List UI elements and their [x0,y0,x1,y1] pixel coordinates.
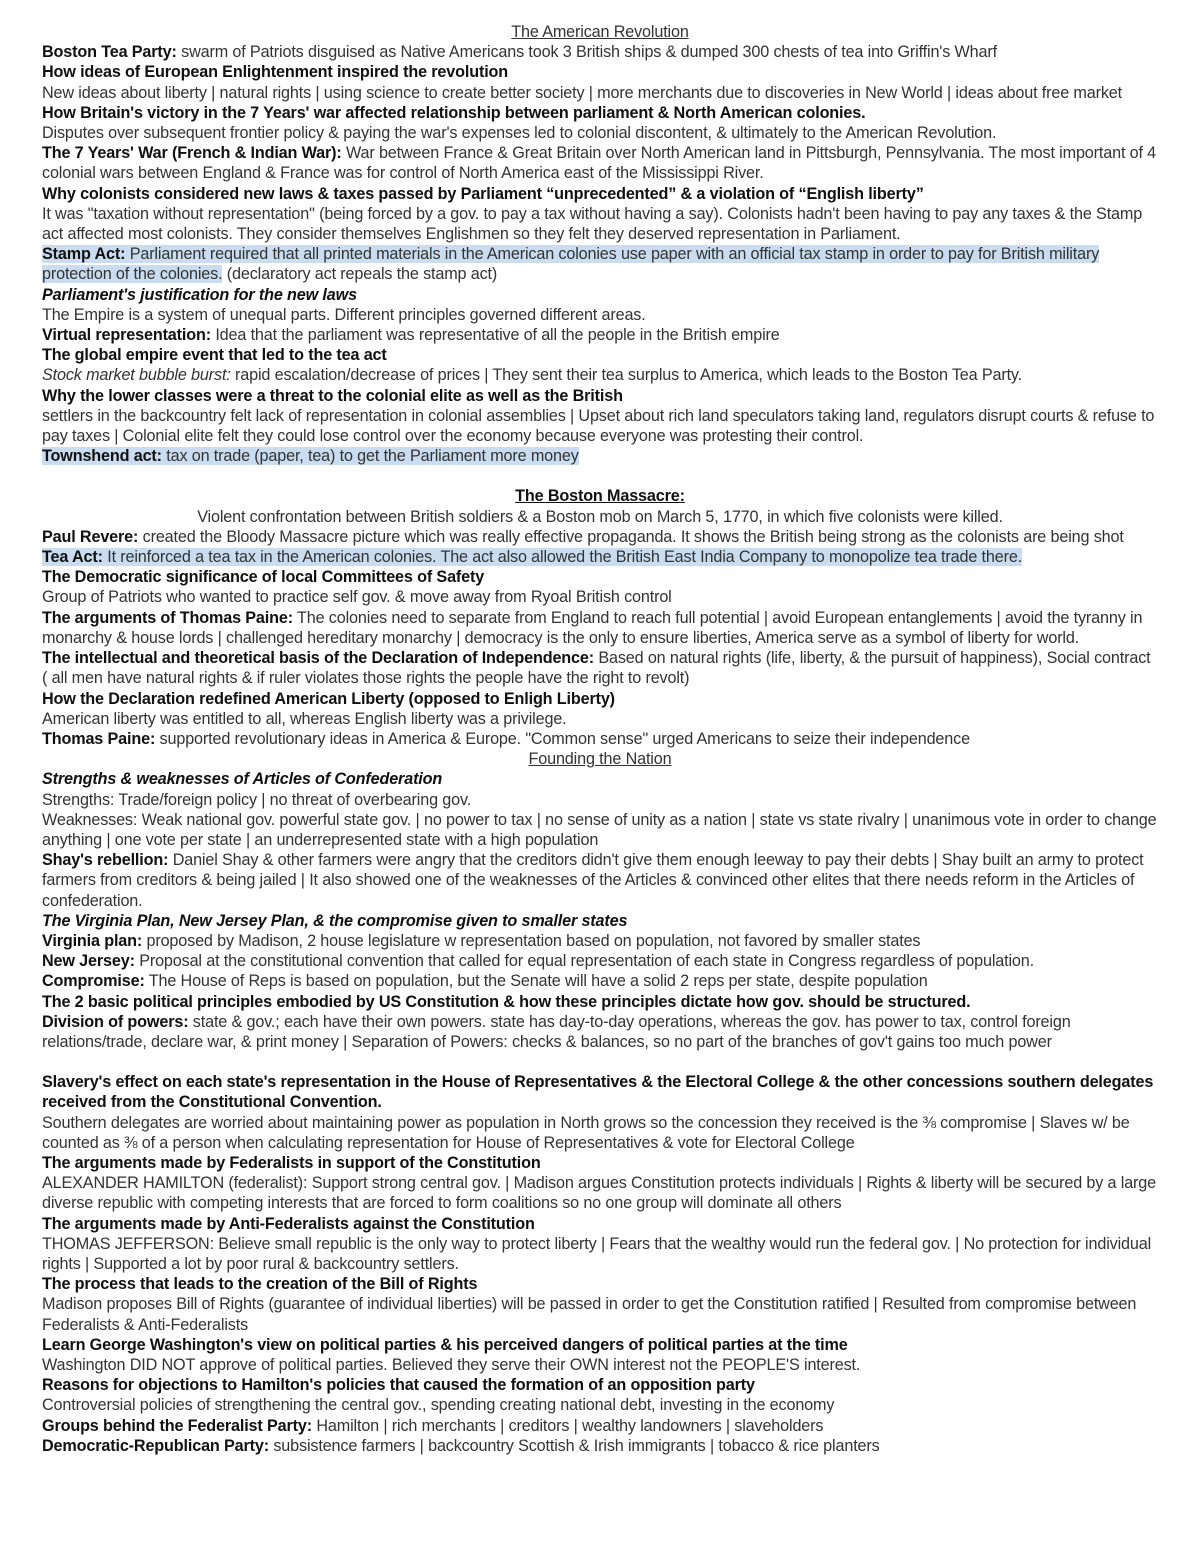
entry-boston-tea-party: Boston Tea Party: swarm of Patriots disguised as Native Americans took 3 British ships & dumped 300 chests of tea into Griffin's Wharf [42,43,997,62]
heading-washington-parties: Learn George Washington's view on political parties & his perceived dangers of political parties at the time [42,1335,848,1354]
text-slavery-representation: Southern delegates are worried about maintaining power as population in North grows so the concession they received is the ⅜ compromise | Slaves w/ be counted as ⅜ of a person when calculating representation for House of Representatives & vote for Electoral College [42,1113,1130,1152]
section-title-boston-massacre: The Boston Massacre: [515,487,685,506]
heading-articles-confederation: Strengths & weaknesses of Articles of Confederation [42,770,443,789]
highlight-tea-act: Tea Act: It reinforced a tea tax in the American colonies. The act also allowed the British East India Company to monopolize tea trade there. [42,548,1023,567]
text-anti-federalist-arguments: THOMAS JEFFERSON: Believe small republic is the only way to protect liberty | Fears that the wealthy would run the federal gov. | No protection for individual rights | Supported a lot by poor rural & backcountry settlers. [42,1234,1152,1273]
text-washington-parties: Washington DID NOT approve of political parties. Believed they serve their OWN interest not the PEOPLE'S interest. [42,1356,861,1374]
heading-plans-compromise: The Virginia Plan, New Jersey Plan, & the compromise given to smaller states [42,911,628,930]
text-unprecedented-laws: It was "taxation without representation" (being forced by a gov. to pay a tax without having a say). Colonists hadn't been having to pay any taxes & the Stamp act affected most colonists. They consider themselves Englishmen so they felt they deserved representation in Parliament. [42,204,1143,244]
entry-declaration-basis: The intellectual and theoretical basis of the Declaration of Independence: Based on natural rights (life, liberty, & the pursuit of happiness), Social contract ( all men have natural rights & if ruler violates those rights the people have the right to revolt) [42,649,1151,688]
heading-hamilton-objections: Reasons for objections to Hamilton's policies that caused the formation of an opposition party [42,1376,755,1395]
text-hamilton-objections: Controversial policies of strengthening the central gov., spending creating national debt, investing in the economy [42,1396,835,1415]
text-enlightenment: New ideas about liberty | natural rights | using science to create better society | more merchants due to discoveries in New World | ideas about free market [42,83,1123,102]
entry-division-of-powers: Division of powers: state & gov.; each have their own powers. state has day-to-day operations, whereas the gov. has power to tax, control foreign relations/trade, declare war, & print money | Separation of Powers: checks & balances, so no part of the branches of gov't gains too much power [42,1012,1071,1051]
text-seven-years-victory: Disputes over subsequent frontier policy & paying the war's expenses led to colonial discontent, & ultimately to the American Revolution. [42,124,997,143]
text-boston-massacre-summary: Violent confrontation between British soldiers & a Boston mob on March 5, 1770, in which five colonists were killed. [197,507,1003,526]
text-strengths: Strengths: Trade/foreign policy | no threat of overbearing gov. [42,790,472,809]
heading-unprecedented-laws: Why colonists considered new laws & taxes passed by Parliament “unprecedented” & a violation of “English liberty” [42,184,924,203]
heading-american-liberty: How the Declaration redefined American Liberty (opposed to Enligh Liberty) [42,689,615,708]
entry-thomas-paine: Thomas Paine: supported revolutionary ideas in America & Europe. "Common sense" urged Americans to seize their independence [42,729,970,748]
entry-tea-act [42,547,1158,567]
entry-stamp-act: Stamp Act: Parliament required that all printed materials in the American colonies use paper with an official tax stamp in order to pay for British military protection of the colonies. (declaratory act repeals the stamp act) [42,245,1100,284]
text-federalist-arguments: ALEXANDER HAMILTON (federalist): Support strong central gov. | Madison argues Constitution protects individuals | Rights & liberty will be secured by a large diverse republic with competing interests that are forced to form coalitions so no one group will dominate all others [42,1174,1156,1213]
heading-political-principles: The 2 basic political principles embodied by US Constitution & how these principles dictate how gov. should be structured. [42,992,971,1011]
text-lower-classes: settlers in the backcountry felt lack of representation in colonial assemblies | Upset about rich land speculators taking land, regulators disrupt courts & refuse to pay taxes | Colonial elite felt they could lose control over the economy because everyone was protesting their control. [42,406,1155,446]
spacer [42,466,1158,486]
heading-enlightenment: How ideas of European Enlightenment inspired the revolution [42,63,509,82]
entry-compromise: Compromise: The House of Reps is based on population, but the Senate will have a solid 2 reps per state, despite population [42,972,928,991]
heading-federalist-arguments: The arguments made by Federalists in support of the Constitution [42,1153,541,1172]
heading-seven-years-victory: How Britain's victory in the 7 Years' war affected relationship between parliament & North American colonies. [42,103,866,122]
heading-slavery-representation: Slavery's effect on each state's representation in the House of Representatives & the Electoral College & the other concessions southern delegates received from the Constitutional Convention. [42,1073,1154,1112]
heading-global-empire-event: The global empire event that led to the tea act [42,346,387,365]
heading-bill-of-rights: The process that leads to the creation of the Bill of Rights [42,1275,478,1294]
heading-committees-of-safety: The Democratic significance of local Committees of Safety [42,568,485,587]
text-bill-of-rights: Madison proposes Bill of Rights (guarantee of individual liberties) will be passed in order to get the Constitution ratified | Resulted from compromise between Federalists & Anti-Federalists [42,1295,1137,1334]
text-parliament-justification: The Empire is a system of unequal parts. Different principles governed different areas. [42,305,646,324]
entry-federalist-party: Groups behind the Federalist Party: Hamilton | rich merchants | creditors | wealthy landowners | slaveholders [42,1416,824,1435]
entry-thomas-paine-arguments: The arguments of Thomas Paine: The colonies need to separate from England to reach full potential | avoid European entanglements | avoid the tyranny in monarchy & house lords | challenged hereditary monarchy | democracy is the only to ensure liberties, America serve as a symbol of liberty for world. [42,608,1143,647]
entry-seven-years-war: The 7 Years' War (French & Indian War): War between France & Great Britain over North American land in Pittsburgh, Pennsylvania. The most important of 4 colonial wars between England & France was for control of North America east of the Mississippi River. [42,144,1157,183]
text-committees-of-safety: Group of Patriots who wanted to practice self gov. & move away from Ryoal British control [42,588,672,607]
section-title-founding-nation: Founding the Nation [528,750,672,769]
highlight-stamp-act: Stamp Act: Parliament required that all printed materials in the American colonies use paper with an official tax stamp in order to pay for British military protection of the colonies. [42,245,1100,284]
entry-virginia-plan: Virginia plan: proposed by Madison, 2 house legislature w representation based on population, not favored by smaller states [42,931,921,950]
heading-lower-classes: Why the lower classes were a threat to the colonial elite as well as the British [42,386,623,405]
highlight-townshend-act: Townshend act: tax on trade (paper, tea) to get the Parliament more money [42,447,579,466]
section-title-american-revolution: The American Revolution [511,23,689,41]
heading-parliament-justification: Parliament's justification for the new laws [42,285,357,304]
entry-shays-rebellion: Shay's rebellion: Daniel Shay & other farmers were angry that the creditors didn't give them enough leeway to pay their debts | Shay built an army to protect farmers from creditors & being jailed | It also showed one of the weaknesses of the Articles & convinced other elites that there needs reform in the Articles of confederation. [42,851,1144,910]
spacer [42,1052,1158,1072]
entry-new-jersey: New Jersey: Proposal at the constitutional convention that called for equal representation of each state in Congress regardless of population. [42,952,1034,971]
text-weaknesses: Weaknesses: Weak national gov. powerful state gov. | no power to tax | no sense of unity as a nation | state vs state rivalry | unanimous vote in order to change anything | one vote per state | an underrepresented state with a high population [42,810,1157,849]
text-american-liberty: American liberty was entitled to all, whereas English liberty was a privilege. [42,709,567,728]
entry-democratic-republican-party: Democratic-Republican Party: subsistence farmers | backcountry Scottish & Irish immigrants | tobacco & rice planters [42,1436,880,1455]
entry-paul-revere: Paul Revere: created the Bloody Massacre picture which was really effective propaganda. It shows the British being strong as the colonists are being shot [42,527,1124,546]
entry-virtual-representation: Virtual representation: Idea that the parliament was representative of all the people in the British empire [42,326,780,345]
heading-anti-federalist-arguments: The arguments made by Anti-Federalists against the Constitution [42,1214,535,1233]
entry-stock-market-bubble: Stock market bubble burst: rapid escalation/decrease of prices | They sent their tea surplus to America, which leads to the Boston Tea Party. [42,366,1023,385]
entry-townshend-act [42,446,1158,466]
